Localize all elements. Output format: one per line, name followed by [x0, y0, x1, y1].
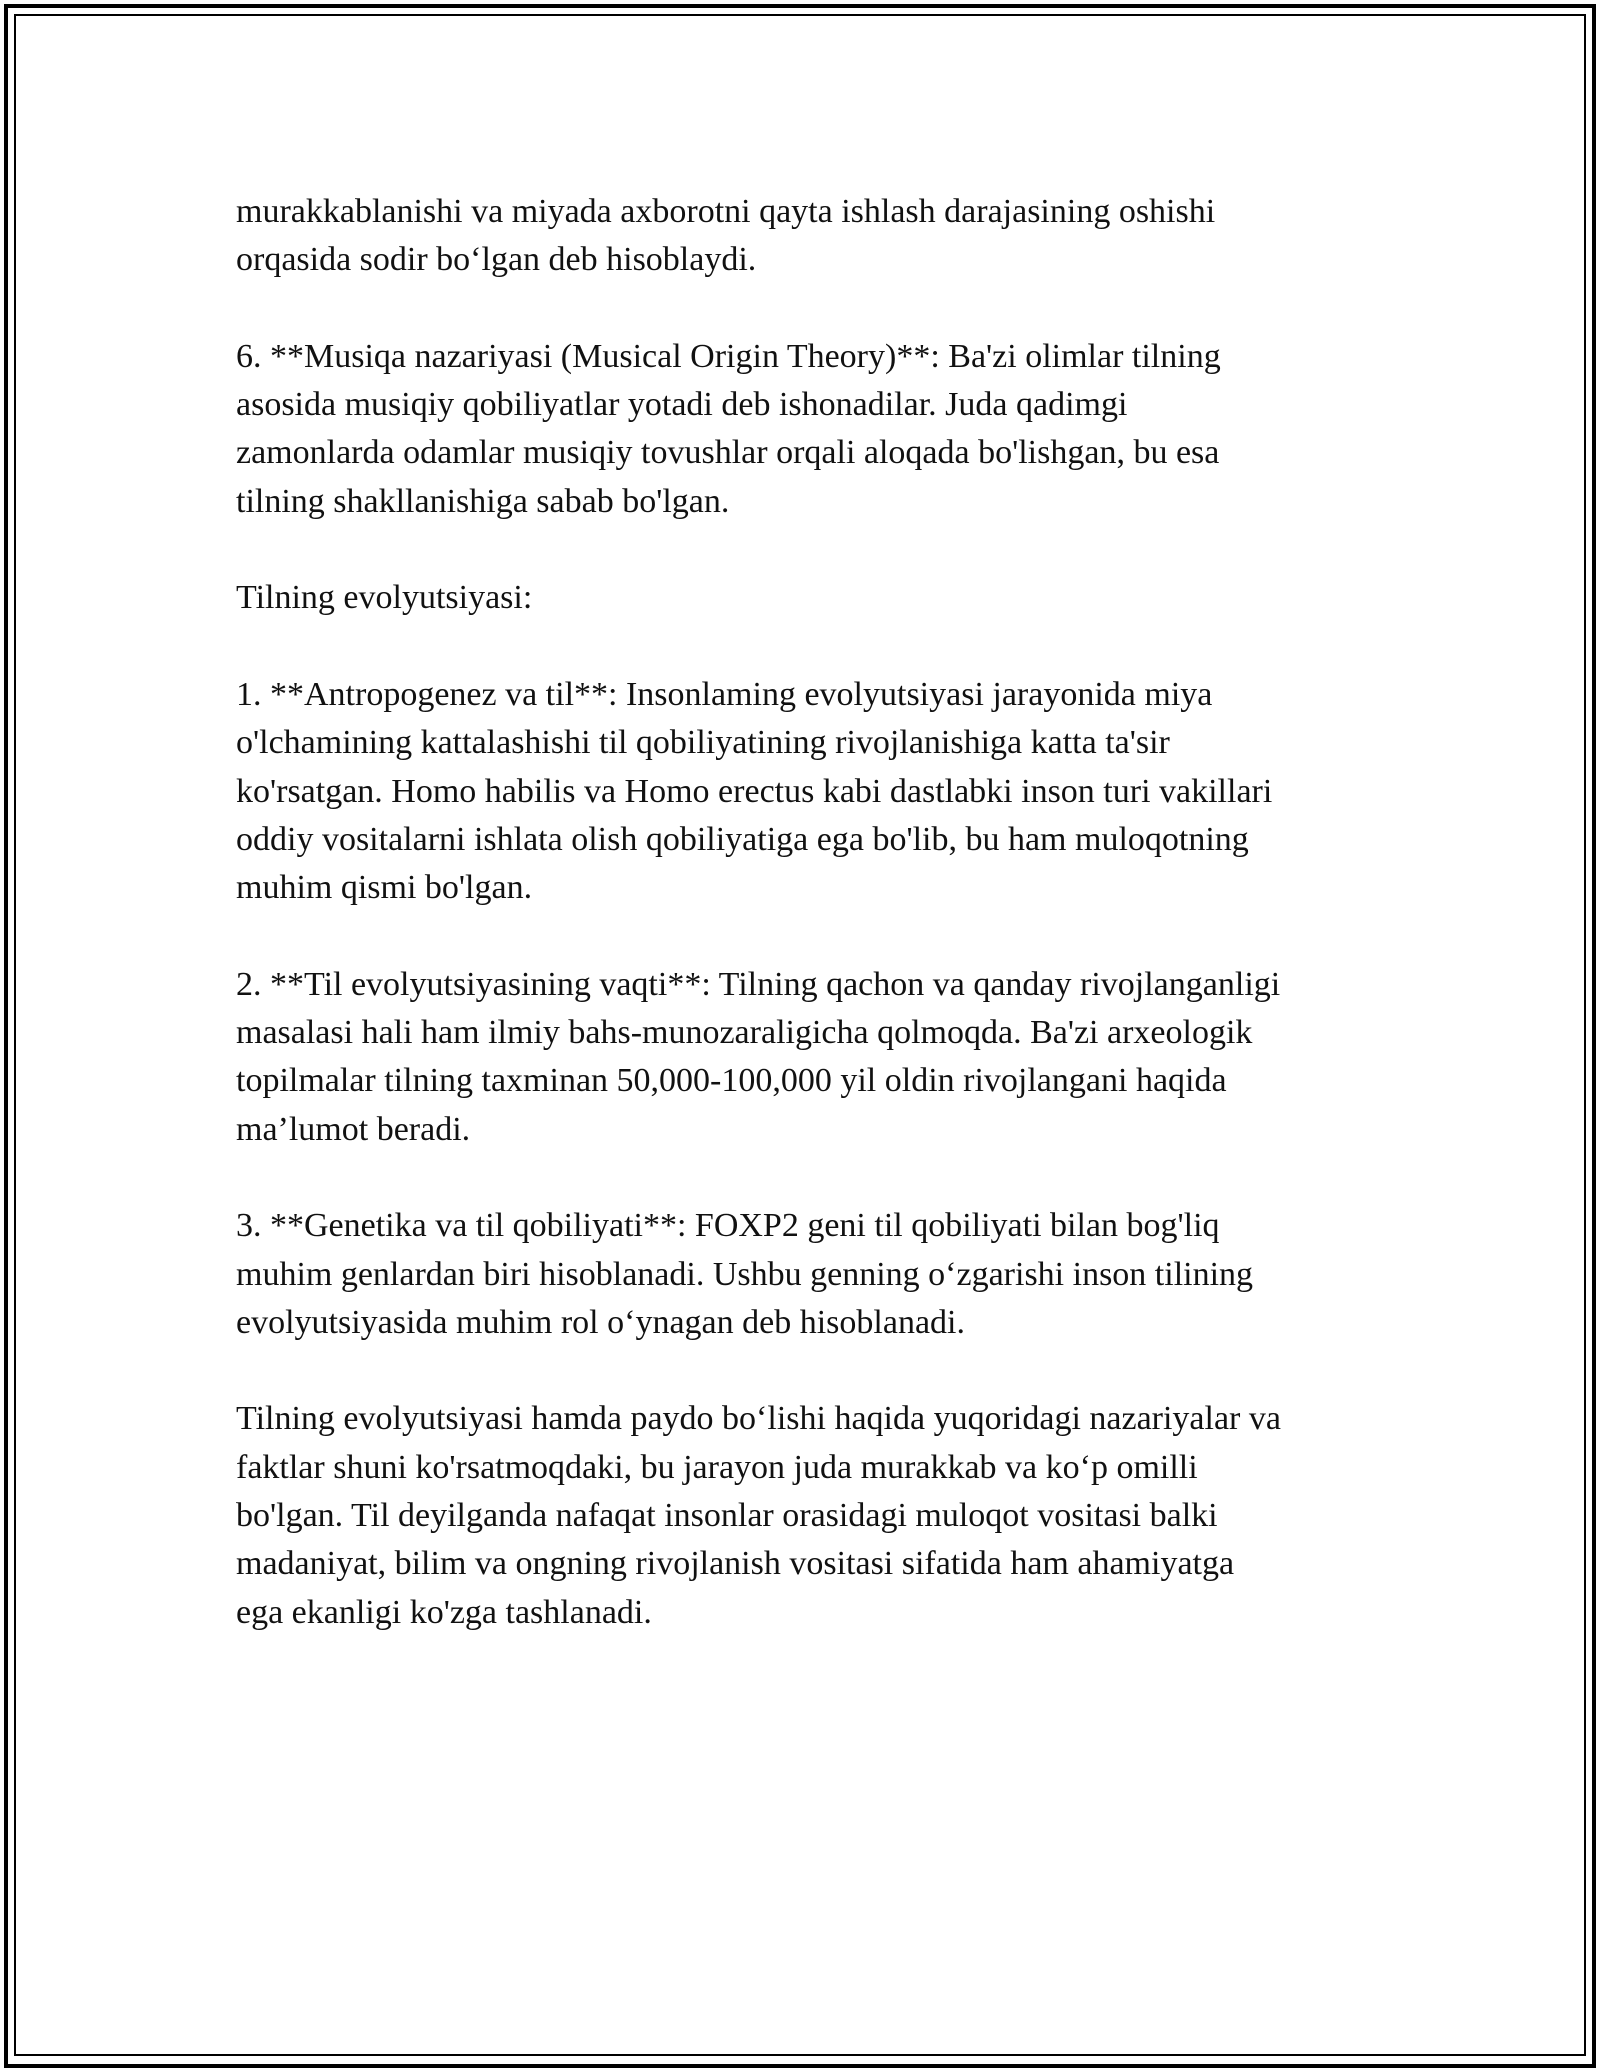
text-line: 1. **Antropogenez va til**: Insonlaming evolyutsiyasi jarayonida miya [236, 675, 1213, 713]
text-line: orqasida sodir bo‘lgan deb hisoblaydi. [236, 241, 757, 279]
text-line: 2. **Til evolyutsiyasining vaqti**: Tilning qachon va qanday rivojlanganligi [236, 965, 1281, 1003]
text-line: muhim genlardan biri hisoblanadi. Ushbu genning o‘zgarishi inson tilining [236, 1255, 1254, 1293]
section-heading-evolution [236, 574, 1386, 622]
text-line: muhim qismi bo'lgan. [236, 869, 533, 907]
text-line: ega ekanligi ko'zga tashlanadi. [236, 1593, 652, 1631]
paragraph-conclusion [236, 1395, 1386, 1636]
text-line: Tilning evolyutsiyasi hamda paydo bo‘lishi haqida yuqoridagi nazariyalar va [236, 1400, 1281, 1438]
text-line: ma’lumot beradi. [236, 1110, 471, 1148]
text-line: oddiy vositalarni ishlata olish qobiliyatiga ega bo'lib, bu ham muloqotning [236, 820, 1249, 858]
text-line: 3. **Genetika va til qobiliyati**: FOXP2 geni til qobiliyati bilan bog'liq [236, 1207, 1220, 1245]
text-line: bo'lgan. Til deyilganda nafaqat insonlar orasidagi muloqot vositasi balki [236, 1497, 1218, 1535]
text-line: 6. **Musiqa nazariyasi (Musical Origin Theory)**: Ba'zi olimlar tilning [236, 337, 1221, 375]
paragraph-anthropogenesis [236, 671, 1386, 912]
text-line: ko'rsatgan. Homo habilis va Homo erectus kabi dastlabki inson turi vakillari [236, 772, 1273, 810]
text-line: masalasi hali ham ilmiy bahs-munozaraligicha qolmoqda. Ba'zi arxeologik [236, 1014, 1253, 1052]
paragraph-genetics [236, 1202, 1386, 1347]
text-line: evolyutsiyasida muhim rol o‘ynagan deb hisoblanadi. [236, 1303, 965, 1341]
paragraph-intro-continuation [236, 188, 1386, 285]
text-line: asosida musiqiy qobiliyatlar yotadi deb ishonadilar. Juda qadimgi [236, 386, 1128, 424]
text-line: murakkablanishi va miyada axborotni qayta ishlash darajasining oshishi [236, 193, 1216, 230]
text-line: madaniyat, bilim va ongning rivojlanish vositasi sifatida ham ahamiyatga [236, 1545, 1235, 1583]
text-line: tilning shakllanishiga sabab bo'lgan. [236, 482, 730, 520]
text-line: zamonlarda odamlar musiqiy tovushlar orqali aloqada bo'lishgan, bu esa [236, 434, 1220, 472]
paragraph-evolution-timing [236, 961, 1386, 1154]
paragraph-musical-origin-theory [236, 333, 1386, 526]
text-line: o'lchamining kattalashishi til qobiliyatining rivojlanishiga katta ta'sir [236, 724, 1170, 762]
text-line: topilmalar tilning taxminan 50,000-100,000 yil oldin rivojlangani haqida [236, 1062, 1227, 1100]
text-line: Tilning evolyutsiyasi: [236, 579, 533, 617]
text-line: faktlar shuni ko'rsatmoqdaki, bu jarayon juda murakkab va ko‘p omilli [236, 1448, 1198, 1486]
document-body [236, 188, 1386, 1685]
